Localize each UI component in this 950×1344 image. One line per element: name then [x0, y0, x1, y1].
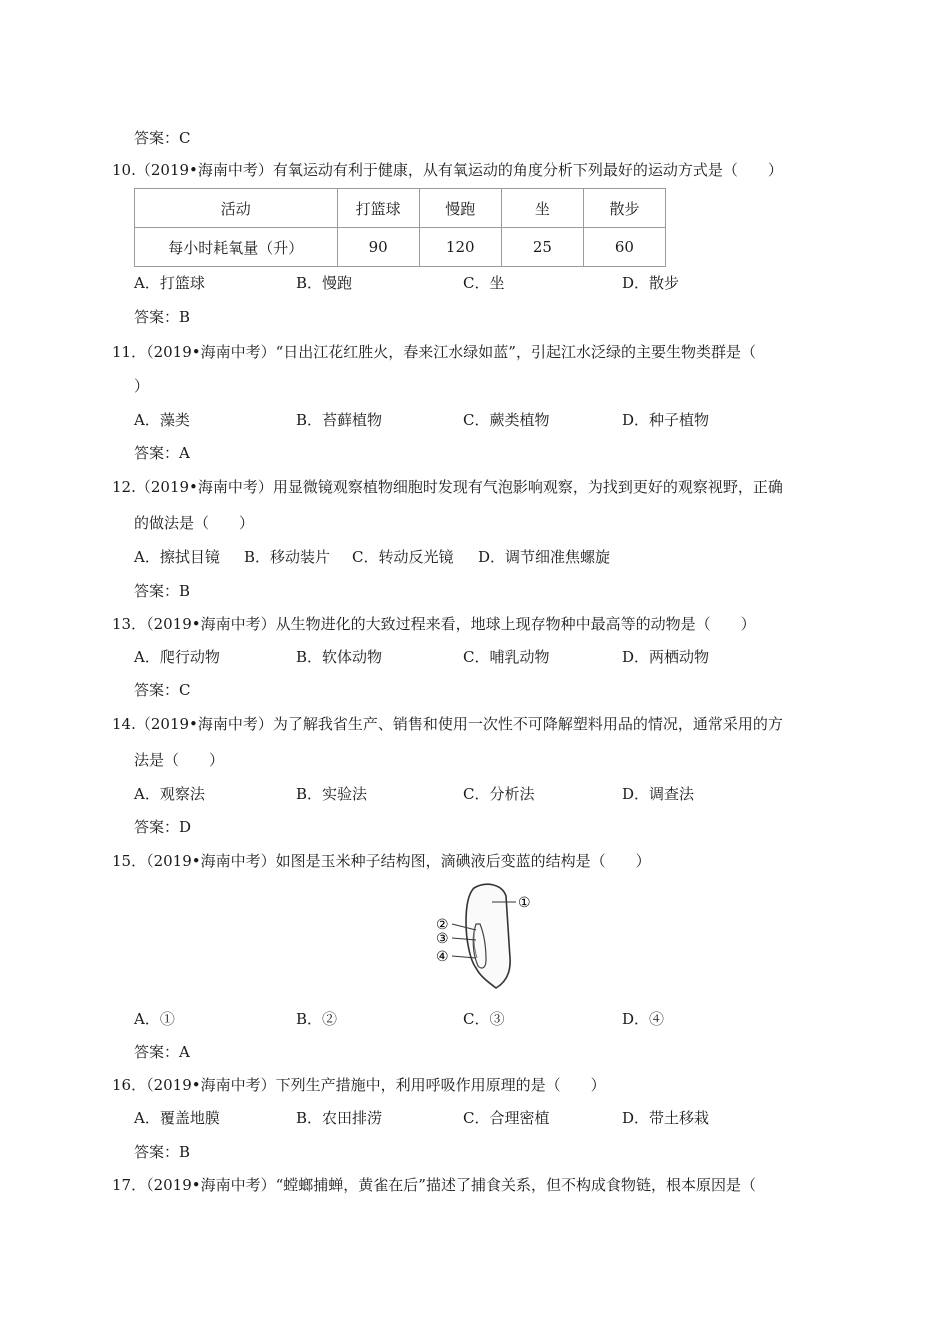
option-a: A．①: [134, 1010, 175, 1028]
figure-label-3: ③: [436, 931, 449, 947]
question-11-stem-line1: 11．（2019•海南中考）“日出江花红胜火，春来江水绿如蓝”，引起江水泛绿的主要生物类群是（: [112, 343, 756, 361]
option-d: D．带土移栽: [622, 1109, 710, 1127]
question-14-stem-line1: 14.（2019•海南中考）为了解我省生产、销售和使用一次性不可降解塑料用品的情况，通常采用的方: [112, 715, 783, 733]
option-b: B．农田排涝: [296, 1109, 383, 1127]
figure-label-2: ②: [436, 917, 449, 933]
option-b: B．慢跑: [296, 274, 353, 292]
corn-seed-structure-figure: [430, 878, 542, 992]
answer-q15: 答案：A: [134, 1043, 190, 1061]
option-b: B．软体动物: [296, 648, 383, 666]
question-12-stem-line2: 的做法是（ ）: [134, 514, 255, 532]
option-a: A．观察法: [134, 785, 205, 803]
table-cell: 60: [583, 228, 665, 267]
table-cell: 打篮球: [337, 189, 419, 228]
option-a: A．藻类: [134, 411, 190, 429]
answer-q12: 答案：B: [134, 582, 191, 600]
option-c: C．合理密植: [463, 1109, 550, 1127]
question-10-stem: 10.（2019•海南中考）有氧运动有利于健康，从有氧运动的角度分析下列最好的运动方式是（ ）: [112, 161, 783, 179]
option-d: D．散步: [622, 274, 680, 292]
option-a: A．打篮球: [134, 274, 205, 292]
question-13-stem: 13．（2019•海南中考）从生物进化的大致过程来看，地球上现存物种中最高等的动物是（ ）: [112, 615, 756, 633]
table-cell: 120: [419, 228, 501, 267]
figure-label-4: ④: [436, 949, 449, 965]
option-b: B．移动装片: [244, 548, 331, 566]
question-17-stem: 17．（2019•海南中考）“螳螂捕蝉，黄雀在后”描述了捕食关系，但不构成食物链，根本原因是（: [112, 1176, 756, 1194]
table-cell: 90: [337, 228, 419, 267]
question-14-stem-line2: 法是（ ）: [134, 751, 225, 769]
table-cell: 坐: [501, 189, 583, 228]
option-c: C．哺乳动物: [463, 648, 550, 666]
answer-q13: 答案：C: [134, 681, 191, 699]
figure-label-1: ①: [518, 895, 531, 911]
table-cell: 散步: [583, 189, 665, 228]
answer-q11: 答案：A: [134, 444, 190, 462]
option-d: D．两栖动物: [622, 648, 710, 666]
table-cell: 25: [501, 228, 583, 267]
option-d: D．调节细准焦螺旋: [478, 548, 611, 566]
table-cell: 每小时耗氧量（升）: [135, 228, 338, 267]
question-16-stem: 16．（2019•海南中考）下列生产措施中，利用呼吸作用原理的是（ ）: [112, 1076, 606, 1094]
answer-q14: 答案：D: [134, 818, 192, 836]
table-row: [135, 228, 666, 267]
option-c: C．转动反光镜: [352, 548, 454, 566]
question-15-stem: 15．（2019•海南中考）如图是玉米种子结构图，滴碘液后变蓝的结构是（ ）: [112, 852, 651, 870]
option-b: B．②: [296, 1010, 338, 1028]
table-cell: 活动: [135, 189, 338, 228]
option-d: D．种子植物: [622, 411, 710, 429]
option-b: B．苔藓植物: [296, 411, 383, 429]
option-c: C．分析法: [463, 785, 535, 803]
option-d: D．调查法: [622, 785, 695, 803]
option-a: A．覆盖地膜: [134, 1109, 220, 1127]
question-11-stem-line2: ）: [134, 377, 150, 395]
option-a: A．爬行动物: [134, 648, 220, 666]
answer-q16: 答案：B: [134, 1143, 191, 1161]
question-12-stem-line1: 12.（2019•海南中考）用显微镜观察植物细胞时发现有气泡影响观察，为找到更好的观察视野，正确: [112, 478, 783, 496]
option-d: D．④: [622, 1010, 665, 1028]
seed-outline: [466, 884, 510, 988]
option-c: C．③: [463, 1010, 505, 1028]
option-b: B．实验法: [296, 785, 368, 803]
option-a: A．擦拭目镜: [134, 548, 220, 566]
option-c: C．坐: [463, 274, 505, 292]
answer-q10: 答案：B: [134, 308, 191, 326]
oxygen-consumption-table: [134, 188, 666, 267]
option-c: C．蕨类植物: [463, 411, 550, 429]
answer-q9: 答案：C: [134, 129, 191, 147]
table-header-row: [135, 189, 666, 228]
table-cell: 慢跑: [419, 189, 501, 228]
